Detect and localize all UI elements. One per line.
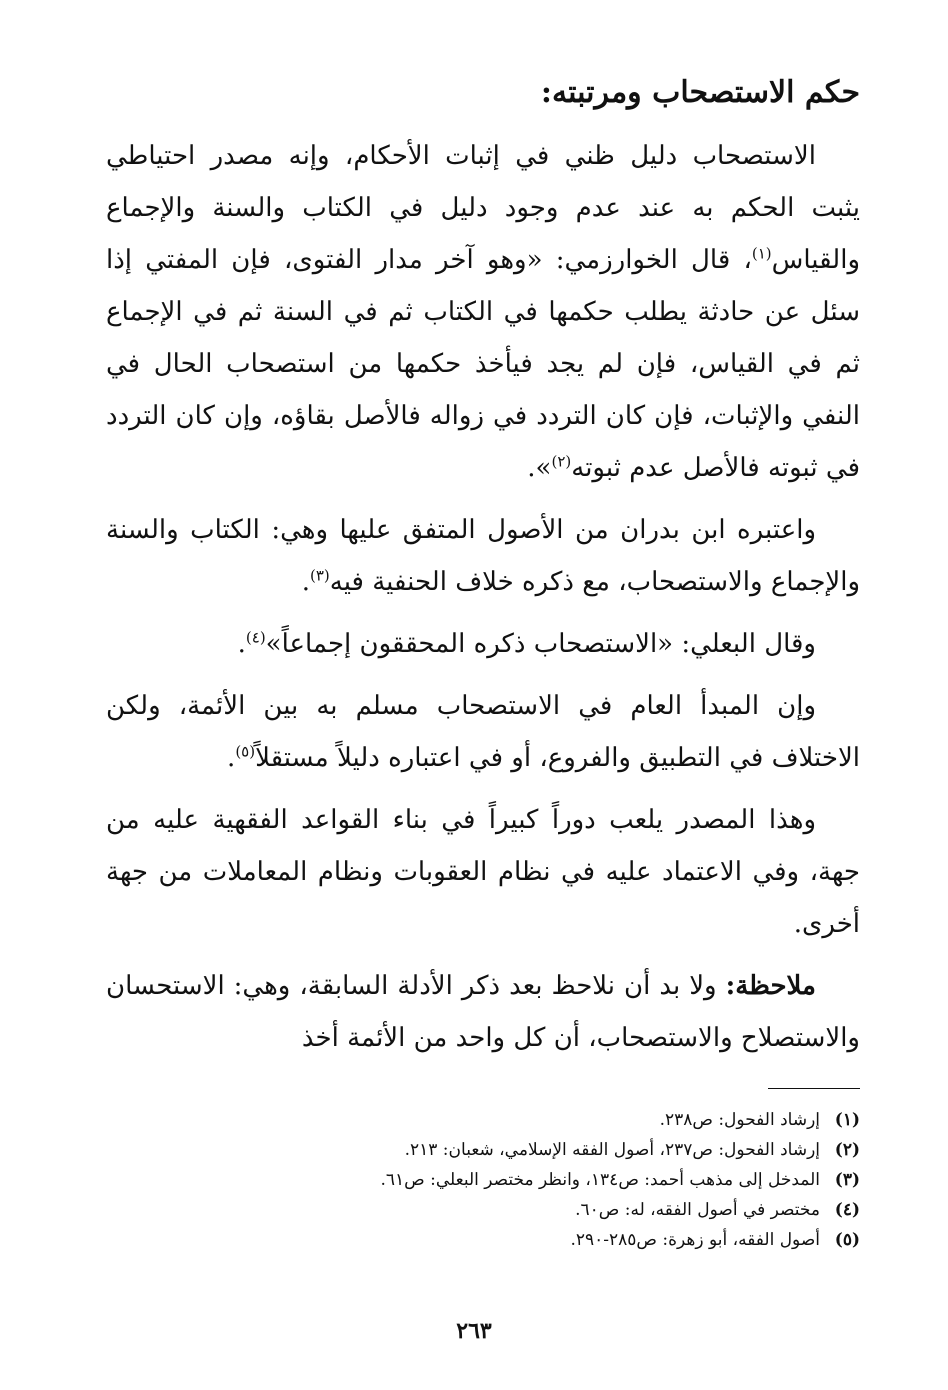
footnote-number: (٢) bbox=[834, 1140, 860, 1160]
paragraph-text: ولا بد أن نلاحظ بعد ذكر الأدلة السابقة، وهي: الاستحسان والاستصلاح والاستصحاب، أن كل واحد من الأئمة أخذ bbox=[106, 971, 860, 1053]
footnote-number: (٣) bbox=[834, 1170, 860, 1190]
footnote-item bbox=[106, 1135, 860, 1165]
page-content bbox=[106, 70, 860, 1255]
footnote-item bbox=[106, 1195, 860, 1225]
body-text bbox=[106, 130, 860, 1064]
paragraph-ibn-badran bbox=[106, 504, 860, 608]
footnote-text: مختصر في أصول الفقه، له: ص٦٠. bbox=[575, 1200, 820, 1220]
footnote-divider bbox=[768, 1088, 860, 1089]
footnote-text: إرشاد الفحول: ص٢٣٧، أصول الفقه الإسلامي، شعبان: ٢١٣. bbox=[404, 1140, 820, 1160]
paragraph-text: ، قال الخوارزمي: «وهو آخر مدار الفتوى، فإن المفتي إذا سئل عن حادثة يطلب حكمها في الكتاب ثم في السنة ثم في الإجماع ثم في القياس، فإن لم يجد فيأخذ حكمها من استصحاب الحال في النفي والإثبات، فإن كان التردد في زواله فالأصل بقاؤه، وإن كان التردد في ثبوته فالأصل عدم ثبوته bbox=[106, 245, 860, 483]
paragraph-note bbox=[106, 960, 860, 1064]
footnote-ref-3: (٣) bbox=[309, 566, 330, 585]
footnote-number: (٥) bbox=[834, 1230, 860, 1250]
footnote-number: (٤) bbox=[834, 1200, 860, 1220]
paragraph-baali bbox=[106, 618, 860, 670]
footnote-text: إرشاد الفحول: ص٢٣٨. bbox=[659, 1110, 820, 1130]
paragraph-text: ». bbox=[527, 453, 552, 483]
paragraph-text: وهذا المصدر يلعب دوراً كبيراً في بناء القواعد الفقهية عليه من جهة، وفي الاعتماد عليه في نظام العقوبات ونظام المعاملات من جهة أخرى. bbox=[106, 805, 860, 939]
footnote-text: المدخل إلى مذهب أحمد: ص١٣٤، وانظر مختصر البعلي: ص٦١. bbox=[380, 1170, 820, 1190]
note-label: ملاحظة: bbox=[725, 971, 816, 1001]
paragraph-text: الاستصحاب دليل ظني في إثبات الأحكام، وإنه مصدر احتياطي يثبت الحكم به عند عدم وجود دليل في الكتاب والسنة والإجماع والقياس bbox=[106, 141, 860, 275]
paragraph-ruling bbox=[106, 130, 860, 494]
paragraph-text: . bbox=[227, 743, 236, 773]
footnote-item bbox=[106, 1225, 860, 1255]
footnote-ref-5: (٥) bbox=[235, 742, 256, 761]
paragraph-text: وإن المبدأ العام في الاستصحاب مسلم به بين الأئمة، ولكن الاختلاف في التطبيق والفروع، أو في اعتباره دليلاً مستقلاً bbox=[106, 691, 860, 773]
page-number: ٢٦٣ bbox=[456, 1318, 492, 1344]
paragraph-text: واعتبره ابن بدران من الأصول المتفق عليها وهي: الكتاب والسنة والإجماع والاستصحاب، مع ذكره خلاف الحنفية فيه bbox=[106, 515, 860, 597]
section-heading: حكم الاستصحاب ومرتبته: bbox=[540, 75, 860, 110]
footnote-item bbox=[106, 1165, 860, 1195]
footnotes-list bbox=[106, 1105, 860, 1255]
paragraph-role bbox=[106, 794, 860, 950]
paragraph-text: وقال البعلي: «الاستصحاب ذكره المحققون إجماعاً» bbox=[265, 629, 816, 659]
footnote-ref-4: (٤) bbox=[245, 628, 266, 647]
footnote-item bbox=[106, 1105, 860, 1135]
footnote-ref-2: (٢) bbox=[551, 452, 572, 471]
paragraph-principle bbox=[106, 680, 860, 784]
paragraph-text: . bbox=[301, 567, 310, 597]
paragraph-text: . bbox=[237, 629, 246, 659]
footnote-number: (١) bbox=[834, 1110, 860, 1130]
footnote-ref-1: (١) bbox=[751, 244, 772, 263]
footnote-text: أصول الفقه، أبو زهرة: ص٢٨٥-٢٩٠. bbox=[570, 1230, 820, 1250]
